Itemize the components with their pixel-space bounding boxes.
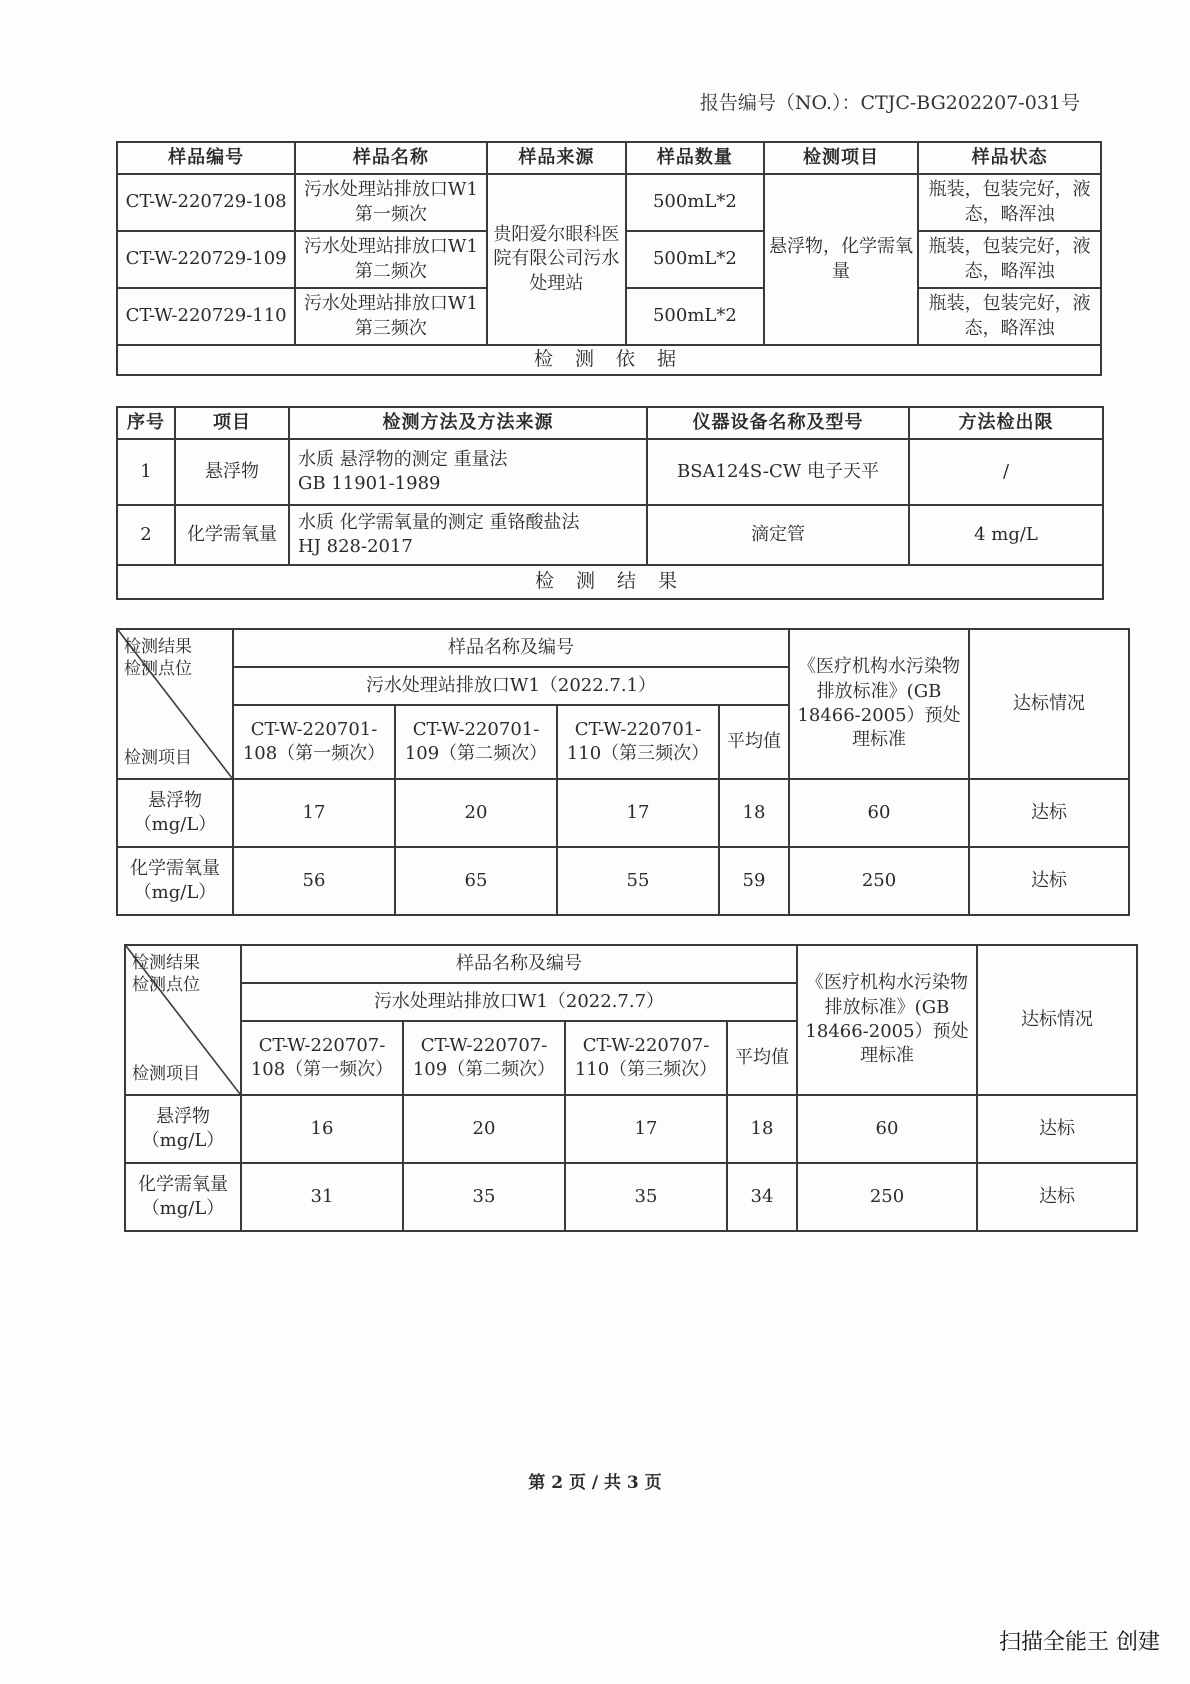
sample-id: CT-W-220729-109 bbox=[117, 231, 295, 288]
value-1: 56 bbox=[233, 847, 395, 915]
method-code: GB 11901-1989 bbox=[298, 473, 441, 494]
sample-name: 污水处理站排放口W1第一频次 bbox=[295, 174, 486, 231]
corner-point-label: 检测点位 bbox=[124, 659, 192, 680]
value-3: 55 bbox=[557, 847, 719, 915]
sample-header: 样品名称及编号 bbox=[241, 945, 797, 983]
sample-qty: 500mL*2 bbox=[626, 231, 764, 288]
corner-item-label: 检测项目 bbox=[132, 1064, 200, 1085]
report-number: 报告编号（NO.）：CTJC-BG202207-031号 bbox=[699, 92, 1080, 114]
sample-col-3: CT-W-220701-110（第三频次） bbox=[557, 705, 719, 779]
method-name: 水质 悬浮物的测定 重量法 bbox=[298, 448, 508, 470]
test-items: 悬浮物，化学需氧量 bbox=[764, 174, 919, 345]
sample-header: 样品名称及编号 bbox=[233, 629, 789, 667]
test-basis-table bbox=[116, 406, 1104, 600]
corner-labels bbox=[124, 636, 192, 680]
value-average: 34 bbox=[727, 1163, 797, 1231]
results-table-2 bbox=[124, 944, 1138, 1232]
sampling-point: 污水处理站排放口W1（2022.7.1） bbox=[233, 667, 789, 705]
sample-id: CT-W-220729-110 bbox=[117, 288, 295, 345]
row-method bbox=[289, 439, 647, 505]
compliance-header: 达标情况 bbox=[977, 945, 1137, 1095]
sample-col-2: CT-W-220701-109（第二频次） bbox=[395, 705, 557, 779]
row-instrument: BSA124S-CW 电子天平 bbox=[647, 439, 909, 505]
value-compliance: 达标 bbox=[969, 847, 1129, 915]
sample-name: 污水处理站排放口W1第二频次 bbox=[295, 231, 486, 288]
table-row bbox=[117, 505, 1103, 565]
row-no: 2 bbox=[117, 505, 175, 565]
scanner-watermark: 扫描全能王 创建 bbox=[999, 1630, 1160, 1655]
col-header-sample-name: 样品名称 bbox=[295, 142, 486, 174]
row-no: 1 bbox=[117, 439, 175, 505]
sample-state: 瓶装，包装完好，液态，略浑浊 bbox=[918, 288, 1101, 345]
sample-col-3: CT-W-220707-110（第三频次） bbox=[565, 1021, 727, 1095]
basis-section-title: 检 测 依 据 bbox=[117, 345, 1101, 375]
page-number: 第 2 页 / 共 3 页 bbox=[528, 1473, 662, 1493]
table-row bbox=[125, 1163, 1137, 1231]
row-limit: 4 mg/L bbox=[909, 505, 1103, 565]
sample-id: CT-W-220729-108 bbox=[117, 174, 295, 231]
corner-labels bbox=[132, 952, 200, 996]
sample-info-table bbox=[116, 141, 1102, 376]
row-limit: / bbox=[909, 439, 1103, 505]
corner-result-label: 检测结果 bbox=[132, 953, 200, 973]
corner-diagonal-cell bbox=[117, 629, 233, 779]
value-standard: 250 bbox=[797, 1163, 977, 1231]
value-1: 31 bbox=[241, 1163, 403, 1231]
value-1: 17 bbox=[233, 779, 395, 847]
row-item: 悬浮物 bbox=[175, 439, 289, 505]
corner-diagonal-cell bbox=[125, 945, 241, 1095]
col-header-sample-state: 样品状态 bbox=[918, 142, 1101, 174]
value-standard: 60 bbox=[797, 1095, 977, 1163]
row-method bbox=[289, 505, 647, 565]
corner-item-label: 检测项目 bbox=[124, 748, 192, 769]
standard-name: 《医疗机构水污染物排放标准》(GB 18466-2005）预处理标准 bbox=[797, 945, 977, 1095]
sample-source: 贵阳爱尔眼科医院有限公司污水处理站 bbox=[487, 174, 627, 345]
method-name: 水质 化学需氧量的测定 重铬酸盐法 bbox=[298, 511, 580, 533]
col-header-item: 项目 bbox=[175, 407, 289, 439]
average-header: 平均值 bbox=[727, 1021, 797, 1095]
value-compliance: 达标 bbox=[977, 1095, 1137, 1163]
table-row bbox=[117, 779, 1129, 847]
col-header-detection-limit: 方法检出限 bbox=[909, 407, 1103, 439]
row-item: 悬浮物（mg/L） bbox=[125, 1095, 241, 1163]
sample-col-1: CT-W-220707-108（第一频次） bbox=[241, 1021, 403, 1095]
col-header-sample-source: 样品来源 bbox=[487, 142, 627, 174]
value-average: 59 bbox=[719, 847, 789, 915]
row-item: 化学需氧量（mg/L） bbox=[125, 1163, 241, 1231]
col-header-sample-qty: 样品数量 bbox=[626, 142, 764, 174]
value-standard: 250 bbox=[789, 847, 969, 915]
value-average: 18 bbox=[727, 1095, 797, 1163]
table-row bbox=[125, 1095, 1137, 1163]
results-section-title: 检 测 结 果 bbox=[117, 565, 1103, 599]
value-compliance: 达标 bbox=[977, 1163, 1137, 1231]
value-2: 65 bbox=[395, 847, 557, 915]
table-row bbox=[117, 174, 1101, 231]
col-header-instrument: 仪器设备名称及型号 bbox=[647, 407, 909, 439]
value-compliance: 达标 bbox=[969, 779, 1129, 847]
value-average: 18 bbox=[719, 779, 789, 847]
sample-col-1: CT-W-220701-108（第一频次） bbox=[233, 705, 395, 779]
results-table-1 bbox=[116, 628, 1130, 916]
value-1: 16 bbox=[241, 1095, 403, 1163]
sample-state: 瓶装，包装完好，液态，略浑浊 bbox=[918, 174, 1101, 231]
row-instrument: 滴定管 bbox=[647, 505, 909, 565]
standard-name: 《医疗机构水污染物排放标准》(GB 18466-2005）预处理标准 bbox=[789, 629, 969, 779]
value-3: 17 bbox=[565, 1095, 727, 1163]
sample-qty: 500mL*2 bbox=[626, 288, 764, 345]
value-2: 35 bbox=[403, 1163, 565, 1231]
sample-state: 瓶装，包装完好，液态，略浑浊 bbox=[918, 231, 1101, 288]
col-header-test-item: 检测项目 bbox=[764, 142, 919, 174]
value-standard: 60 bbox=[789, 779, 969, 847]
sample-col-2: CT-W-220707-109（第二频次） bbox=[403, 1021, 565, 1095]
average-header: 平均值 bbox=[719, 705, 789, 779]
row-item: 悬浮物（mg/L） bbox=[117, 779, 233, 847]
col-header-method: 检测方法及方法来源 bbox=[289, 407, 647, 439]
sampling-point: 污水处理站排放口W1（2022.7.7） bbox=[241, 983, 797, 1021]
table-row bbox=[117, 847, 1129, 915]
value-2: 20 bbox=[403, 1095, 565, 1163]
table-row bbox=[117, 439, 1103, 505]
value-3: 35 bbox=[565, 1163, 727, 1231]
corner-point-label: 检测点位 bbox=[132, 975, 200, 996]
sample-name: 污水处理站排放口W1第三频次 bbox=[295, 288, 486, 345]
sample-qty: 500mL*2 bbox=[626, 174, 764, 231]
row-item: 化学需氧量（mg/L） bbox=[117, 847, 233, 915]
value-2: 20 bbox=[395, 779, 557, 847]
value-3: 17 bbox=[557, 779, 719, 847]
col-header-sample-id: 样品编号 bbox=[117, 142, 295, 174]
method-code: HJ 828-2017 bbox=[298, 536, 413, 557]
corner-result-label: 检测结果 bbox=[124, 637, 192, 657]
row-item: 化学需氧量 bbox=[175, 505, 289, 565]
compliance-header: 达标情况 bbox=[969, 629, 1129, 779]
col-header-no: 序号 bbox=[117, 407, 175, 439]
